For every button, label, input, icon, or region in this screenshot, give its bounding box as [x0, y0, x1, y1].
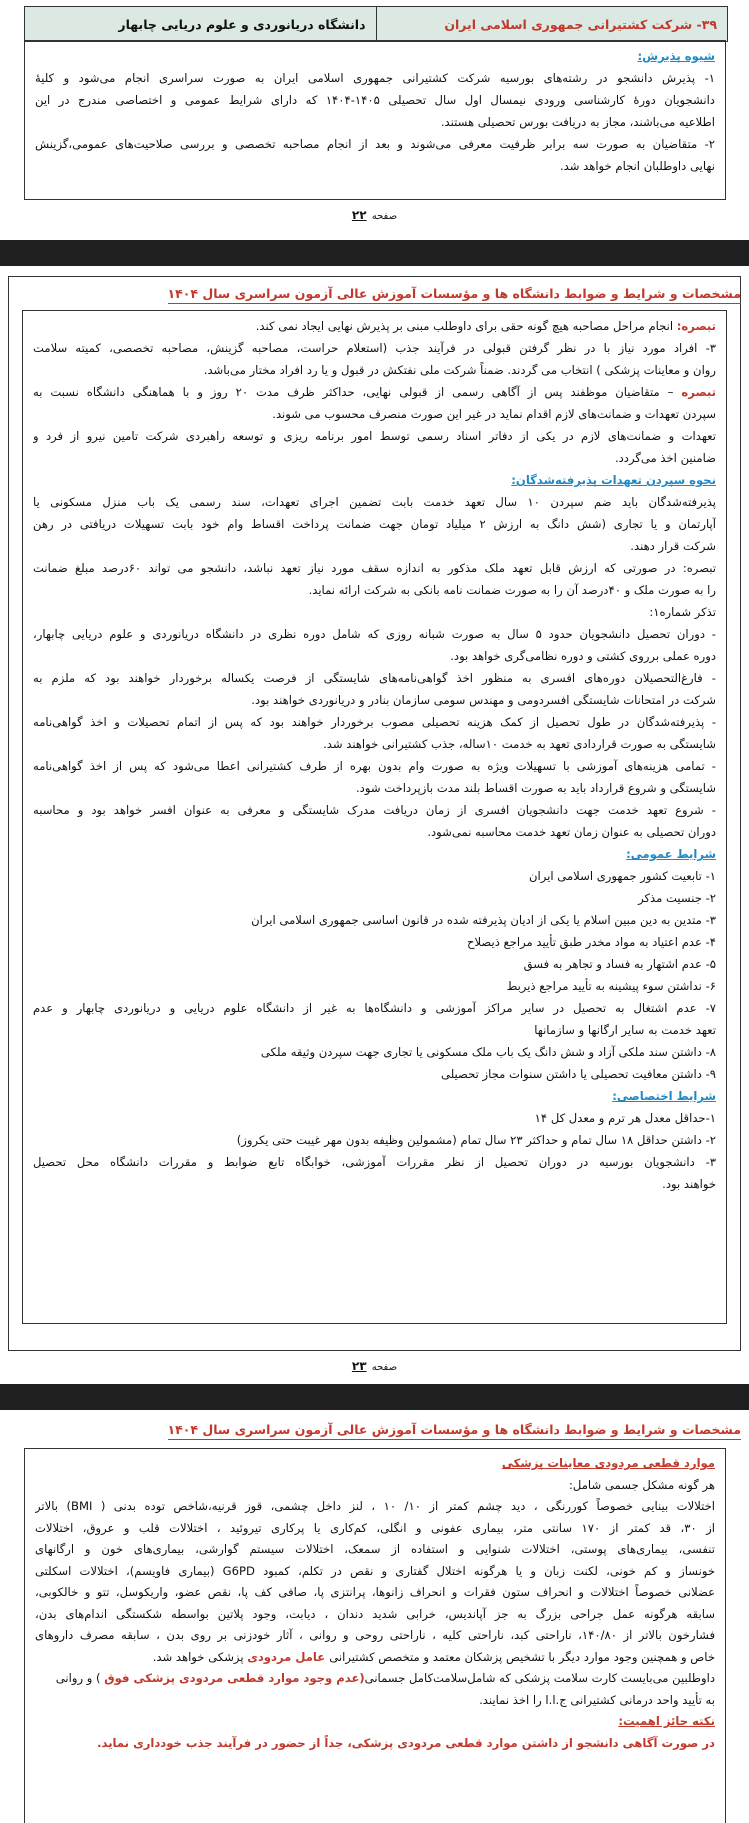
paragraph-line: ۱- پذیرش دانشجو در رشته‌های بورسیه شرکت کشتیرانی جمهوری اسلامی ایران به صورت سراسری انجام می‌شود و کلیهٔ [35, 71, 715, 85]
list-item: - دوران تحصیل دانشجویان حدود ۵ سال به صورت شبانه روزی که شامل دوره نظری در دانشگاه دریانوردی و علوم دریایی چابهار، [33, 627, 716, 641]
paragraph-line: ۲- متقاضیان به صورت سه برابر ظرفیت معرفی می‌شوند و بعد از انجام مصاحبه تخصصی و بررسی صلاحیت‌های عمومی،گزینش [35, 137, 715, 151]
list-item: - فارغ‌التحصیلان دوره‌های افسری به منظور اخذ گواهی‌نامه‌های شایستگی از فرصت یکساله برخوردار خواهند بود که ملزم به [33, 671, 716, 685]
university-name-cell: دانشگاه دریانوردی و علوم دریایی چابهار [118, 16, 366, 32]
paragraph-line: آپارتمان و یا تجاری (شش دانگ به ارزش ۲ میلیاد تومان جهت ضمانت پرداخت اقساط وام خود بابت تسهیلات دریافتی در رهن [33, 517, 716, 531]
text-span: ) و روانی [55, 1671, 105, 1685]
list-item: شایستگی به صورت قراردادی تعهد به خدمت ۱۰ساله، جذب کشتیرانی خواهند شد. [323, 737, 716, 751]
general-conditions-title: شرایط عمومی: [626, 847, 716, 861]
list-item: ۱- تابعیت کشور جمهوری اسلامی ایران [529, 869, 716, 883]
paragraph-line: دانشجویان دورهٔ کارشناسی ورودی نیمسال اول سال تحصیلی ۱۴۰۵-۱۴۰۴ که دارای شرایط عمومی و اختصاصی مندرج در این [35, 93, 715, 107]
paragraph-line: خونساز و کم خونی، لکنت زبان و یا هرگونه اختلال گفتاری و نقص در تکلم، کمبود G6PD (بیماری فاویسم)، اختلالات اسکلتی [35, 1563, 715, 1578]
commitments-title: نحوه سپردن تعهدات پذیرفته‌شدگان: [511, 473, 716, 487]
text-span: داوطلبین می‌بایست کارت سلامت پزشکی که شامل‌سلامت‌کامل جسمانی [364, 1671, 715, 1685]
list-item: خواهند بود. [662, 1177, 716, 1191]
list-item: ۶- نداشتن سوء پیشینه به تأیید مراجع ذیربط [506, 979, 716, 993]
special-conditions-title: شرایط اختصاصی: [612, 1089, 716, 1103]
paragraph-line: روان و معاینات پزشکی ) انتخاب می گردند. ضمناً شرکت ملی نفتکش در قبول و یا رد افراد مختار می‌باشد. [203, 363, 716, 377]
list-item: شرکت در امتحانات شایستگی افسردومی و مهندس سومی سازمان بنادر و دریانوردی خواهند بود. [251, 693, 716, 707]
note-label: تبصره [681, 385, 716, 399]
paragraph-line: شرکت قرار دهند. [630, 539, 716, 553]
important-text: در صورت آگاهی دانشجو از داشتن موارد قطعی مردودی پزشکی، جداً از حضور در فرآیند جذب خودداری نماید. [97, 1735, 715, 1750]
important-title: نکته حائز اهمیت: [618, 1714, 715, 1728]
list-item: - تمامی هزینه‌های آموزشی با تسهیلات ویژه به صورت وام بدون بهره از طرف کشتیرانی اعطا می‌شود که پس از اخذ گواهی‌نامه [33, 759, 716, 773]
page-number [0, 1359, 749, 1373]
list-item: دوره عملی برروی کشتی و دوره نظامی‌گری خواهد بود. [450, 649, 716, 663]
header-rule [168, 303, 742, 304]
paragraph-line: تبصره: در صورتی که ارزش قابل تعهد ملک مذکور به اندازه سقف مورد نیاز تعهد نباشد، دانشجو می تواند ۶۰درصد مبلغ ضمانت [33, 561, 716, 575]
running-header [168, 1422, 742, 1440]
list-item: تعهد خدمت به سایر ارگانها و سازمانها [534, 1023, 716, 1037]
admission-box [24, 40, 726, 200]
note-text: – متقاضیان موظفند پس از آگاهی رسمی از قبولی نهایی، حداکثر ظرف مدت ۲۰ روز و با هماهنگی دانشگاه نسبت به [33, 385, 682, 399]
list-item: - شروع تعهد خدمت جهت دانشجویان افسری از زمان دریافت مدرک شایستگی و معرفی به عنوان افسر خواهد بود و محاسبه [33, 803, 716, 817]
text-span: پزشکی خواهد شد. [152, 1649, 248, 1664]
page-label: صفحه [371, 1362, 398, 1373]
paragraph-line: اطلاعیه می‌باشند، مجاز به دریافت بورس تحصیلی هستند. [440, 115, 715, 129]
list-item: ۳- دانشجویان بورسیه در دوران تحصیل از نظر مقررات آموزشی، خوابگاه تابع ضوابط و مقررات دانشگاه محل تحصیل [33, 1155, 716, 1169]
list-item: ۵- عدم اشتهار به فساد و تجاهر به فسق [523, 957, 716, 971]
running-header-text: مشخصات و شرایط و ضوابط دانشگاه ها و مؤسسات آموزش عالی آزمون سراسری سال ۱۴۰۴ [167, 1422, 741, 1437]
text-span: خاص و همچنین وجود موارد دیگر با تشخیص پزشکان معتمد و متخصص کشتیرانی [329, 1649, 715, 1664]
note-text: انجام مراحل مصاحبه هیچ گونه حقی برای داوطلب مبنی بر پذیرش نهایی ایجاد نمی کند. [255, 319, 677, 333]
paragraph-line [35, 1668, 715, 1690]
paragraph-line [35, 1647, 715, 1669]
paragraph-line: را به صورت ملک و ۴۰درصد آن را به صورت ضمانت نامه بانکی به شرکت ارائه نماید. [308, 583, 716, 597]
running-header-text: مشخصات و شرایط و ضوابط دانشگاه ها و مؤسسات آموزش عالی آزمون سراسری سال ۱۴۰۴ [167, 286, 741, 301]
list-item: ۲- جنسیت مذکر [638, 891, 716, 905]
note-label: تبصره: [676, 319, 716, 333]
list-item: ۳- متدین به دین مبین اسلام یا یکی از ادیان پذیرفته شده در قانون اساسی جمهوری اسلامی ایران [251, 913, 716, 927]
list-item: - پذیرفته‌شدگان در طول تحصیل از کمک هزینه تحصیلی مصوب برخوردار خواهند بود که پس از اتمام تحصیلات و اخذ گواهی‌نامه [33, 715, 716, 729]
running-header [168, 286, 742, 304]
intro-line: هر گونه مشکل جسمی شامل: [569, 1477, 715, 1492]
list-item: ۴- عدم اعتیاد به مواد مخدر طبق تأیید مراجع ذیصلاح [467, 935, 716, 949]
paragraph-line: سپردن تعهدات و ضمانت‌های لازم اقدام نماید در غیر این صورت منصرف محسوب می شوند. [272, 407, 716, 421]
paragraph-line: تعهدات و ضمانت‌های لازم در یکی از دفاتر اسناد رسمی توسط امور برنامه ریزی و توسعه راهبردی شرکت تامین نیرو از فرد و [33, 429, 716, 443]
page-separator [0, 240, 749, 266]
list-item: ۲- داشتن حداقل ۱۸ سال تمام و حداکثر ۲۳ سال تمام (مشمولین وظیفه بدون مهر غیبت حتی یکروز) [236, 1133, 716, 1147]
paragraph-line: تذکر شماره۱: [649, 605, 716, 619]
list-item: دوران تحصیلی به عنوان زمان تعهد خدمت محاسبه نمی‌شود. [427, 825, 716, 839]
page-number-value: ۲۲ [351, 208, 367, 222]
paragraph-line: اختلالات بینایی خصوصاً کوررنگی ، دید چشم کمتر از ۱۰/ ۱۰ ، لنز داخل چشمی، قوز قرنیه،شاخص توده بدنی ( BMI) بالاتر [35, 1499, 715, 1513]
paragraph-line: ضامنین اخذ می‌گردد. [614, 451, 716, 465]
page-23 [0, 266, 749, 1384]
university-table-header [24, 6, 728, 42]
note-line [33, 315, 716, 337]
paragraph-line: به تأیید واحد درمانی کشتیرانی ج.ا.ا را اخذ نمایند. [479, 1692, 715, 1707]
page-number-value: ۲۳ [351, 1359, 367, 1373]
note-line [33, 381, 716, 403]
highlight-span: (عدم وجود موارد قطعی مردودی پزشکی فوق [104, 1671, 365, 1685]
header-rule [168, 1439, 742, 1440]
paragraph-line: فشارخون بالاتر از ۱۴۰/۸۰، ناراحتی کبد، ناراحتی کلیه ، ناراحتی روحی و روانی ، آثار خودزنی بر روی بدن ، سابقه مصرف داروهای [35, 1628, 715, 1642]
paragraph-line: ۳- افراد مورد نیاز با در نظر گرفتن قبولی در فرآیند جذب (استعلام حراست، مصاحبه گزینش، مصاحبه تخصصی، کمیته سلامت [33, 341, 716, 355]
list-item: ۷- عدم اشتغال به تحصیل در سایر مراکز آموزشی و دانشگاه‌ها به غیر از دانشگاه علوم دریایی و دریانوردی چابهار و عدم [33, 1001, 716, 1015]
admission-title: شیوه پذیرش: [637, 49, 715, 63]
paragraph-line: سابقه هرگونه عمل جراحی بزرگ به جز آپاندیس، خرابی شدید دندان ، دیابت، وجود پلاتین بواسطه شکستگی اندام‌های بدن، [35, 1606, 715, 1621]
page-separator [0, 1384, 749, 1410]
medical-box [24, 1448, 726, 1823]
paragraph-line: عضلانی خصوصاً اختلالات و انحراف ستون فقرات و انحراف زانوها، پرانتزی پا، صافی کف پا، نقص عضو، واریکوسل، تتو و خالکوبی، [35, 1585, 715, 1599]
page-number [0, 208, 749, 222]
company-name-cell: ۳۹- شرکت کشتیرانی جمهوری اسلامی ایران [376, 7, 728, 41]
paragraph-line: تنفسی، بیماری‌های پوستی، اختلالات شنوایی و استفاده از سمعک، اختلالات سیستم گوارشی، بیماری‌های خون و ارگانهای [35, 1542, 715, 1556]
page-label: صفحه [371, 211, 398, 222]
medical-title: موارد قطعی مردودی معاینات پزشکی [501, 1456, 715, 1470]
list-item: شایستگی و شروع قرارداد باید به صورت اقساط بلند مدت بازپرداخت شود. [355, 781, 716, 795]
paragraph-line: از ۳۰، قد کمتر از ۱۷۰ سانتی متر، بیماری عفونی و انگلی، کم‌کاری یا پرکاری تیروئید ، اختلالات قلب و عروق، اختلالات [35, 1520, 715, 1535]
paragraph-line: پذیرفته‌شدگان باید ضم سپردن ۱۰ سال تعهد خدمت بابت تضمین اجرای تعهدات، سند رسمی یک باب منزل مسکونی یا [33, 495, 716, 509]
list-item: ۹- داشتن معافیت تحصیلی یا داشتن سنوات مجاز تحصیلی [441, 1067, 716, 1081]
paragraph-line: نهایی داوطلبان انجام خواهد شد. [559, 159, 715, 173]
content-box [22, 310, 727, 1324]
list-item: ۱-حداقل معدل هر ترم و معدل کل ۱۴ [534, 1111, 716, 1125]
highlight-span: عامل مردودی [247, 1649, 330, 1664]
list-item: ۸- داشتن سند ملکی آزاد و شش دانگ یک باب ملک مسکونی یا تجاری جهت سپردن وثیقه ملکی [260, 1045, 716, 1059]
page-22 [0, 0, 749, 240]
page-24 [0, 1410, 749, 1823]
